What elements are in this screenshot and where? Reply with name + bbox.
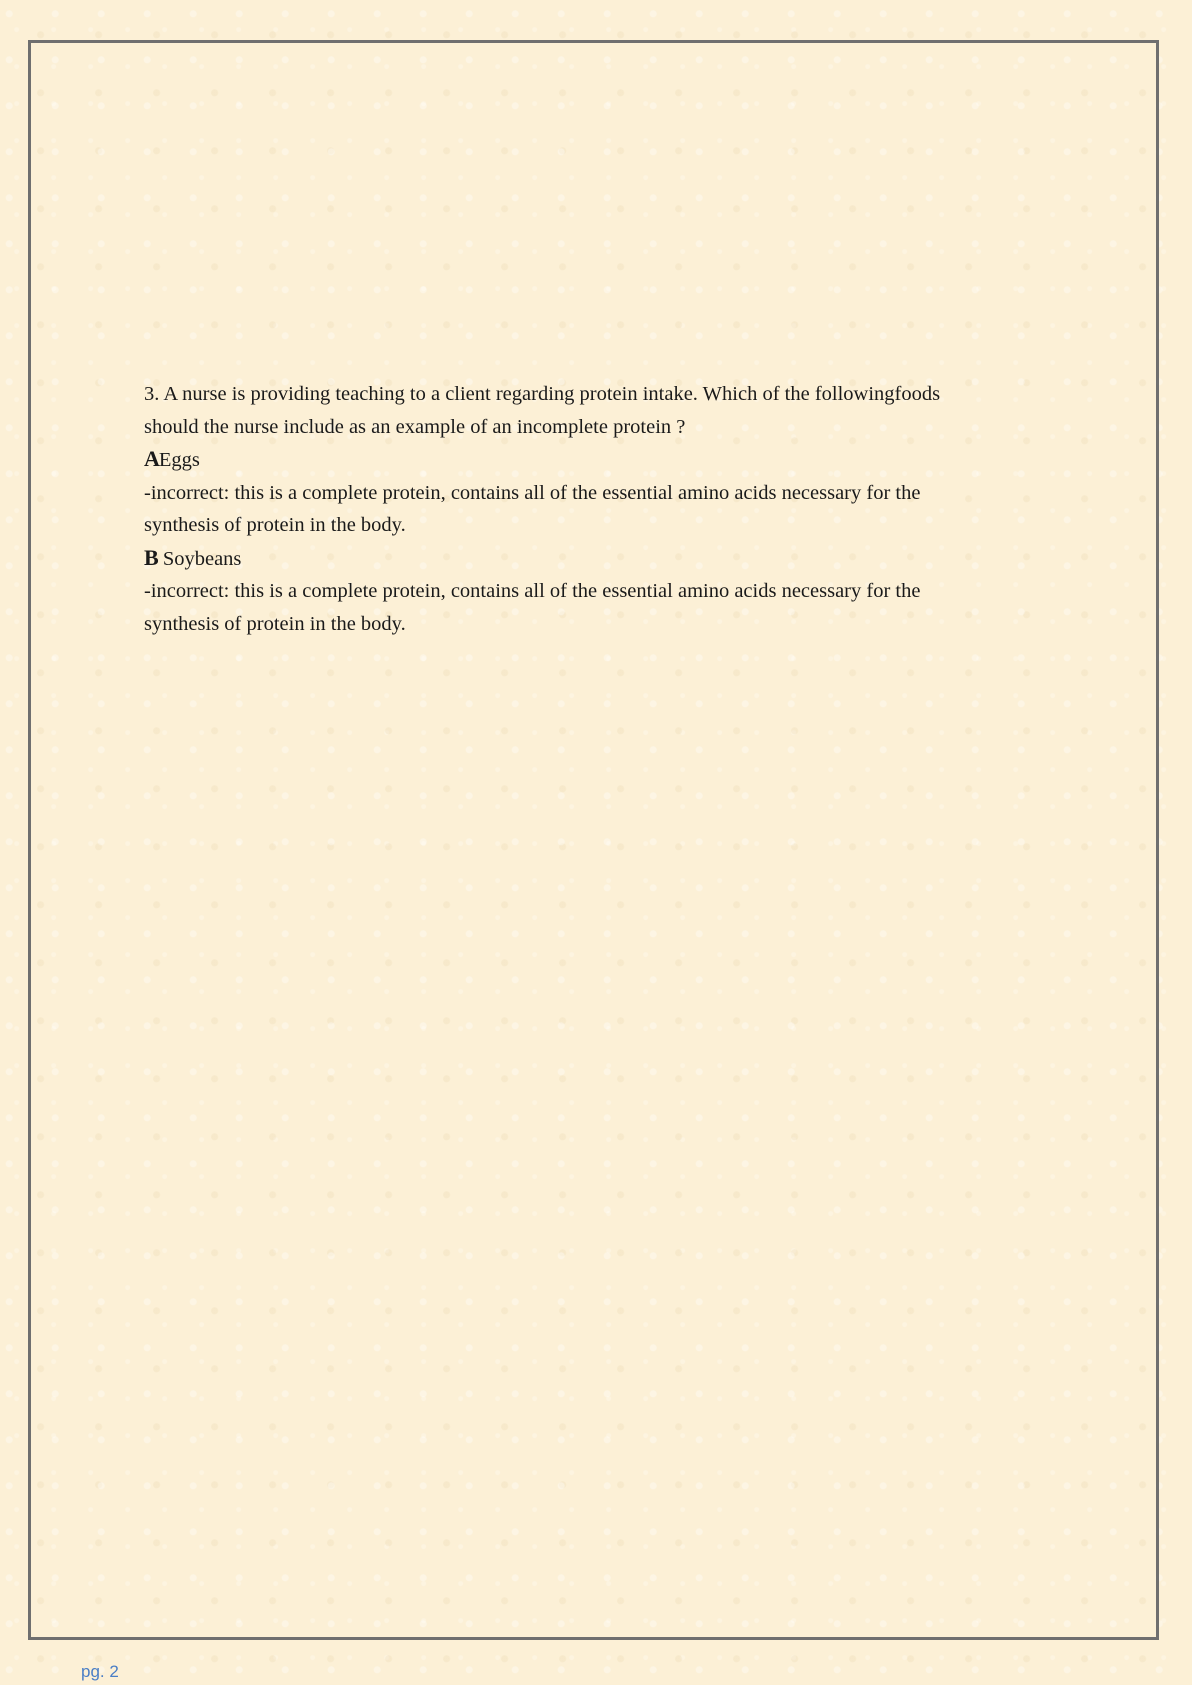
question-text-line-1: 3. A nurse is providing teaching to a client regarding protein intake. Which of the followingfoods — [144, 383, 941, 405]
option-a-text: Eggs — [158, 449, 200, 471]
option-b — [144, 542, 1044, 576]
option-a-explanation-line-1: -incorrect: this is a complete protein, contains all of the essential amino acids necessary for the — [144, 481, 921, 504]
option-a-letter: A — [144, 446, 159, 471]
question-text-line-2: should the nurse include as an example of an incomplete protein ? — [144, 415, 686, 438]
option-b-text: Soybeans — [157, 547, 242, 570]
option-a-explanation-line-2: synthesis of protein in the body. — [144, 514, 406, 536]
option-b-letter: B — [144, 544, 158, 570]
page-number: pg. 2 — [81, 1662, 119, 1681]
question-block — [144, 378, 1044, 640]
option-b-explanation-line-2: synthesis of protein in the body. — [144, 612, 406, 635]
option-b-explanation-line-1: -incorrect: this is a complete protein, contains all of the essential amino acids necessary for the — [144, 580, 921, 602]
page-border — [28, 40, 1159, 1640]
option-a — [144, 443, 1044, 477]
